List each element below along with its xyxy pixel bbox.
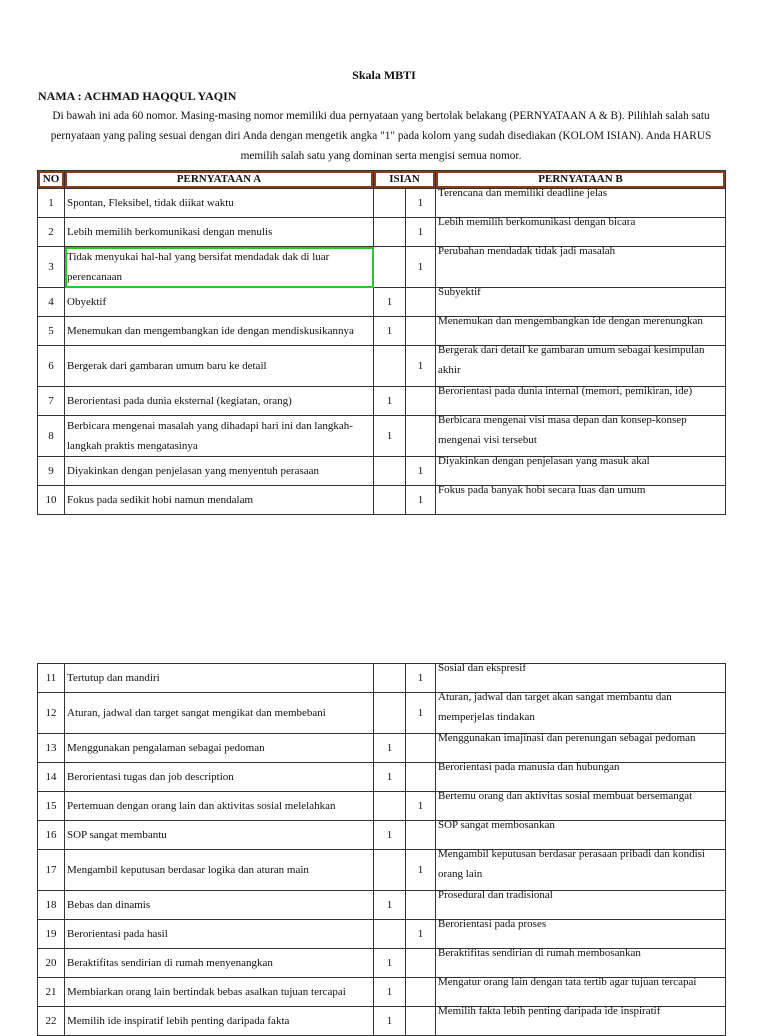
isian-b-cell[interactable]: 1	[406, 792, 436, 821]
row-number: 15	[38, 792, 65, 821]
statement-a-cell: Menggunakan pengalaman sebagai pedoman	[65, 734, 374, 763]
isian-b-cell[interactable]	[406, 387, 436, 416]
statement-b-cell: Prosedural dan tradisional	[436, 891, 726, 920]
row-number: 6	[38, 346, 65, 387]
isian-b-cell[interactable]	[406, 978, 436, 1007]
statement-a-cell: Lebih memilih berkomunikasi dengan menulis	[65, 218, 374, 247]
row-number: 19	[38, 920, 65, 949]
isian-a-cell[interactable]: 1	[374, 317, 406, 346]
isian-a-cell[interactable]: 1	[374, 891, 406, 920]
isian-b-cell[interactable]	[406, 734, 436, 763]
isian-b-cell[interactable]: 1	[406, 693, 436, 734]
statement-b-cell: Menemukan dan mengembangkan ide dengan merenungkan	[436, 317, 726, 346]
row-number: 5	[38, 317, 65, 346]
statement-b-cell: Sosial dan ekspresif	[436, 664, 726, 693]
table-row	[38, 792, 726, 821]
header-no: NO	[38, 171, 65, 189]
table-row	[38, 850, 726, 891]
isian-a-cell[interactable]: 1	[374, 821, 406, 850]
statement-a-cell: Berorientasi tugas dan job description	[65, 763, 374, 792]
isian-a-cell[interactable]	[374, 346, 406, 387]
row-number: 22	[38, 1007, 65, 1036]
isian-b-cell[interactable]: 1	[406, 346, 436, 387]
table-row	[38, 734, 726, 763]
row-number: 10	[38, 486, 65, 515]
statement-b-cell: Berorientasi pada manusia dan hubungan	[436, 763, 726, 792]
isian-a-cell[interactable]: 1	[374, 387, 406, 416]
isian-b-cell[interactable]	[406, 821, 436, 850]
isian-a-cell[interactable]	[374, 189, 406, 218]
statement-a-cell: SOP sangat membantu	[65, 821, 374, 850]
name-field: NAMA : ACHMAD HAQQUL YAQIN	[38, 89, 237, 103]
statement-b-cell: Lebih memilih berkomunikasi dengan bicara	[436, 218, 726, 247]
header-pernyataan-b: PERNYATAAN B	[436, 171, 726, 189]
statement-a-cell: Aturan, jadwal dan target sangat mengikat dan membebani	[65, 693, 374, 734]
statement-b-cell: Terencana dan memiliki deadline jelas	[436, 189, 726, 218]
row-number: 7	[38, 387, 65, 416]
mbti-table-part-1	[37, 170, 726, 515]
isian-b-cell[interactable]: 1	[406, 247, 436, 288]
statement-a-cell: Bergerak dari gambaran umum baru ke detail	[65, 346, 374, 387]
statement-b-cell: Fokus pada banyak hobi secara luas dan umum	[436, 486, 726, 515]
isian-a-cell[interactable]	[374, 218, 406, 247]
isian-a-cell[interactable]: 1	[374, 978, 406, 1007]
isian-b-cell[interactable]	[406, 416, 436, 457]
isian-a-cell[interactable]: 1	[374, 1007, 406, 1036]
statement-a-cell: Tidak menyukai hal-hal yang bersifat mendadak dak di luar perencanaan	[65, 247, 374, 288]
statement-a-cell: Beraktifitas sendirian di rumah menyenangkan	[65, 949, 374, 978]
statement-a-cell: Berorientasi pada hasil	[65, 920, 374, 949]
statement-b-cell: Menggunakan imajinasi dan perenungan sebagai pedoman	[436, 734, 726, 763]
statement-b-cell: Mengambil keputusan berdasar perasaan pribadi dan kondisi orang lain	[436, 850, 726, 891]
isian-a-cell[interactable]: 1	[374, 288, 406, 317]
isian-a-cell[interactable]	[374, 693, 406, 734]
statement-a-cell: Pertemuan dengan orang lain dan aktivitas sosial melelahkan	[65, 792, 374, 821]
statement-b-cell: Diyakinkan dengan penjelasan yang masuk akal	[436, 457, 726, 486]
isian-b-cell[interactable]: 1	[406, 189, 436, 218]
isian-a-cell[interactable]	[374, 850, 406, 891]
statement-a-cell: Fokus pada sedikit hobi namun mendalam	[65, 486, 374, 515]
statement-b-cell: Bertemu orang dan aktivitas sosial membuat bersemangat	[436, 792, 726, 821]
row-number: 9	[38, 457, 65, 486]
isian-b-cell[interactable]: 1	[406, 850, 436, 891]
row-number: 4	[38, 288, 65, 317]
row-number: 18	[38, 891, 65, 920]
row-number: 8	[38, 416, 65, 457]
row-number: 13	[38, 734, 65, 763]
statement-b-cell: SOP sangat membosankan	[436, 821, 726, 850]
isian-b-cell[interactable]	[406, 949, 436, 978]
table-row	[38, 218, 726, 247]
isian-b-cell[interactable]: 1	[406, 664, 436, 693]
isian-a-cell[interactable]	[374, 664, 406, 693]
isian-a-cell[interactable]	[374, 247, 406, 288]
isian-b-cell[interactable]: 1	[406, 218, 436, 247]
isian-b-cell[interactable]	[406, 288, 436, 317]
statement-b-cell: Berbicara mengenai visi masa depan dan konsep-konsep mengenai visi tersebut	[436, 416, 726, 457]
statement-a-cell: Tertutup dan mandiri	[65, 664, 374, 693]
row-number: 14	[38, 763, 65, 792]
row-number: 17	[38, 850, 65, 891]
statement-b-cell: Beraktifitas sendirian di rumah membosankan	[436, 949, 726, 978]
statement-a-cell: Obyektif	[65, 288, 374, 317]
statement-b-cell: Perubahan mendadak tidak jadi masalah	[436, 247, 726, 288]
table-row	[38, 891, 726, 920]
statement-a-cell: Berbicara mengenai masalah yang dihadapi hari ini dan langkah-langkah praktis mengatasinya	[65, 416, 374, 457]
statement-a-cell: Membiarkan orang lain bertindak bebas asalkan tujuan tercapai	[65, 978, 374, 1007]
row-number: 21	[38, 978, 65, 1007]
row-number: 20	[38, 949, 65, 978]
statement-b-cell: Subyektif	[436, 288, 726, 317]
isian-a-cell[interactable]	[374, 792, 406, 821]
isian-b-cell[interactable]: 1	[406, 457, 436, 486]
statement-b-cell: Mengatur orang lain dengan tata tertib agar tujuan tercapai	[436, 978, 726, 1007]
statement-b-cell: Aturan, jadwal dan target akan sangat membantu dan memperjelas tindakan	[436, 693, 726, 734]
isian-b-cell[interactable]	[406, 317, 436, 346]
table-header-row	[38, 171, 726, 189]
document-title: Skala MBTI	[352, 68, 416, 82]
statement-b-cell: Bergerak dari detail ke gambaran umum sebagai kesimpulan akhir	[436, 346, 726, 387]
statement-a-cell: Berorientasi pada dunia eksternal (kegiatan, orang)	[65, 387, 374, 416]
instructions-paragraph: Di bawah ini ada 60 nomor. Masing-masing nomor memiliki dua pernyataan yang bertolak belakang (PERNYATAAN A & B). Pilihlah salah satu pernyataan yang paling sesuai dengan diri Anda dengan mengetik angka "1" pada kolom yang sudah disediakan (KOLOM ISIAN). Anda HARUS memilih salah satu yang dominan serta mengisi semua nomor.	[50, 110, 712, 162]
isian-a-cell[interactable]: 1	[374, 734, 406, 763]
statement-b-cell: Memilih fakta lebih penting daripada ide inspiratif	[436, 1007, 726, 1036]
statement-a-cell: Spontan, Fleksibel, tidak diikat waktu	[65, 189, 374, 218]
isian-a-cell[interactable]	[374, 457, 406, 486]
statement-a-cell: Bebas dan dinamis	[65, 891, 374, 920]
table-row	[38, 247, 726, 288]
isian-b-cell[interactable]	[406, 891, 436, 920]
header-isian: ISIAN	[374, 171, 436, 189]
row-number: 12	[38, 693, 65, 734]
isian-b-cell[interactable]	[406, 1007, 436, 1036]
statement-a-cell: Diyakinkan dengan penjelasan yang menyentuh perasaan	[65, 457, 374, 486]
row-number: 1	[38, 189, 65, 218]
isian-a-cell[interactable]: 1	[374, 949, 406, 978]
row-number: 16	[38, 821, 65, 850]
mbti-table-part-2	[37, 663, 726, 1036]
statement-a-cell: Mengambil keputusan berdasar logika dan aturan main	[65, 850, 374, 891]
isian-a-cell[interactable]: 1	[374, 416, 406, 457]
table-row	[38, 1007, 726, 1036]
isian-b-cell[interactable]	[406, 763, 436, 792]
isian-a-cell[interactable]: 1	[374, 763, 406, 792]
row-number: 2	[38, 218, 65, 247]
statement-a-cell: Menemukan dan mengembangkan ide dengan mendiskusikannya	[65, 317, 374, 346]
table-row	[38, 486, 726, 515]
statement-b-cell: Berorientasi pada dunia internal (memori, pemikiran, ide)	[436, 387, 726, 416]
isian-a-cell[interactable]	[374, 920, 406, 949]
isian-a-cell[interactable]	[374, 486, 406, 515]
statement-b-cell: Berorientasi pada proses	[436, 920, 726, 949]
row-number: 3	[38, 247, 65, 288]
isian-b-cell[interactable]: 1	[406, 486, 436, 515]
statement-a-cell: Memilih ide inspiratif lebih penting daripada fakta	[65, 1007, 374, 1036]
header-pernyataan-a: PERNYATAAN A	[65, 171, 374, 189]
row-number: 11	[38, 664, 65, 693]
isian-b-cell[interactable]: 1	[406, 920, 436, 949]
